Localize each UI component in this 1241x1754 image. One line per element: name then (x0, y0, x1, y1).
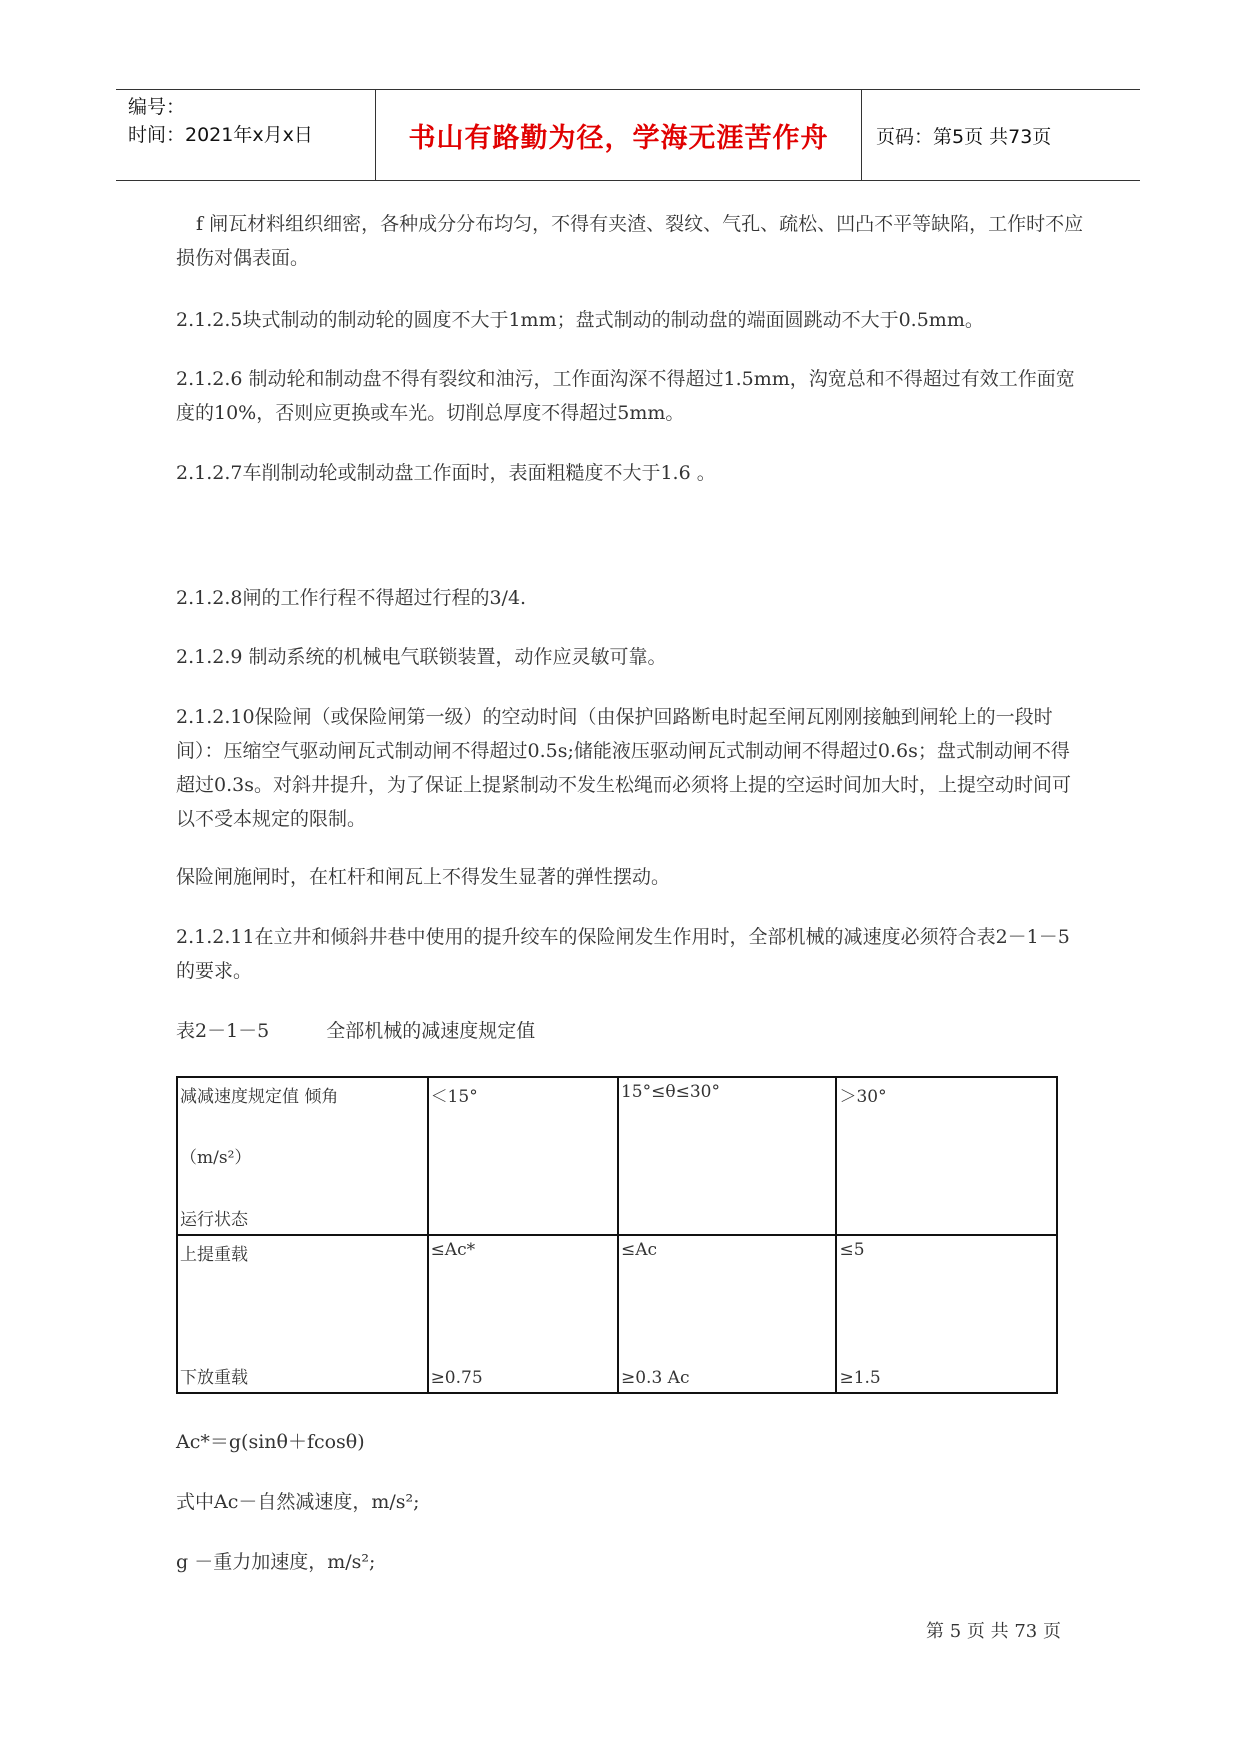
cell-down-value: ≥1.5 (839, 1368, 881, 1388)
cell-up-value: ≤5 (839, 1240, 865, 1260)
header-line-3: 运行状态 (180, 1210, 248, 1230)
table-cell (836, 1235, 1057, 1393)
table-cell (428, 1235, 618, 1393)
cell-down-value: ≥0.3 Ac (620, 1368, 690, 1388)
header-motto: 书山有路勤为径，学海无涯苦作舟 (376, 90, 862, 180)
table-row (177, 1235, 1057, 1393)
paragraph-2-1-2-11: 2.1.2.11在立井和倾斜井巷中使用的提升绞车的保险闸发生作用时，全部机械的减速度必须符合表2－1－5的要求。 (176, 926, 1070, 982)
paragraph-2-1-2-8: 2.1.2.8闸的工作行程不得超过行程的3/4. (176, 587, 527, 609)
cell-down-value: ≥0.75 (430, 1368, 483, 1388)
header-line-1: 减减速度规定值 倾角 (180, 1087, 339, 1107)
paragraph-2-1-2-9: 2.1.2.9 制动系统的机械电气联锁装置，动作应灵敏可靠。 (176, 646, 667, 668)
row-label-up: 上提重载 (180, 1245, 248, 1265)
deceleration-table (176, 1076, 1058, 1394)
table-cell (618, 1235, 836, 1393)
paragraph-2-1-2-7: 2.1.2.7车削制动轮或制动盘工作面时，表面粗糙度不大于1.6 。 (176, 462, 716, 484)
formula: Ac*＝g(sinθ＋fcosθ) (176, 1431, 365, 1453)
definition-g: g －重力加速度，m/s²; (176, 1551, 376, 1573)
document-date: 时间：2021年x月x日 (128, 124, 313, 146)
paragraph-2-1-2-10: 2.1.2.10保险闸（或保险闸第一级）的空动时间（由保护回路断电时起至闸瓦刚刚接触到闸轮上的一段时间）：压缩空气驱动闸瓦式制动闸不得超过0.5s;储能液压驱动闸瓦式制动闸不得超过0.6s；盘式制动闸不得超过0.3s。对斜井提升，为了保证上提紧制动不发生松绳而必须将上提的空运时间加大时，上提空动时间可以不受本规定的限制。 (176, 706, 1071, 830)
table-cell: ＞30° (836, 1077, 1057, 1235)
page-footer: 第 5 页 共 73 页 (926, 1621, 1061, 1642)
paragraph-2-1-2-5: 2.1.2.5块式制动的制动轮的圆度不大于1mm；盘式制动的制动盘的端面圆跳动不大于0.5mm。 (176, 309, 984, 331)
header-meta (116, 90, 376, 180)
header-page-info: 页码：第5页 共73页 (876, 125, 1052, 148)
paragraph-2-1-2-6: 2.1.2.6 制动轮和制动盘不得有裂纹和油污，工作面沟深不得超过1.5mm，沟宽总和不得超过有效工作面宽度的10%，否则应更换或车光。切削总厚度不得超过5mm。 (176, 368, 1075, 424)
table-cell: ＜15° (428, 1077, 618, 1235)
paragraph-safety-brake: 保险闸施闸时，在杠杆和闸瓦上不得发生显著的弹性摆动。 (176, 866, 671, 888)
table-cell (177, 1235, 428, 1393)
cell-up-value: ≤Ac (620, 1240, 658, 1260)
definition-ac: 式中Ac－自然减速度，m/s²; (176, 1491, 420, 1513)
row-label-down: 下放重载 (180, 1368, 248, 1388)
page-header (116, 89, 1140, 181)
cell-up-value: ≤Ac* (430, 1240, 476, 1260)
table-row (177, 1077, 1057, 1235)
header-line-2: （m/s²） (180, 1148, 252, 1168)
table-caption: 表2－1－5 全部机械的减速度规定值 (176, 1020, 536, 1042)
table-cell: 15°≤θ≤30° (618, 1077, 836, 1235)
table-header-cell (177, 1077, 428, 1235)
document-number-label: 编号： (128, 96, 186, 118)
paragraph-brake-shoe-material: f 闸瓦材料组织细密，各种成分分布均匀，不得有夹渣、裂纹、气孔、疏松、凹凸不平等缺陷，工作时不应损伤对偶表面。 (176, 213, 1084, 269)
